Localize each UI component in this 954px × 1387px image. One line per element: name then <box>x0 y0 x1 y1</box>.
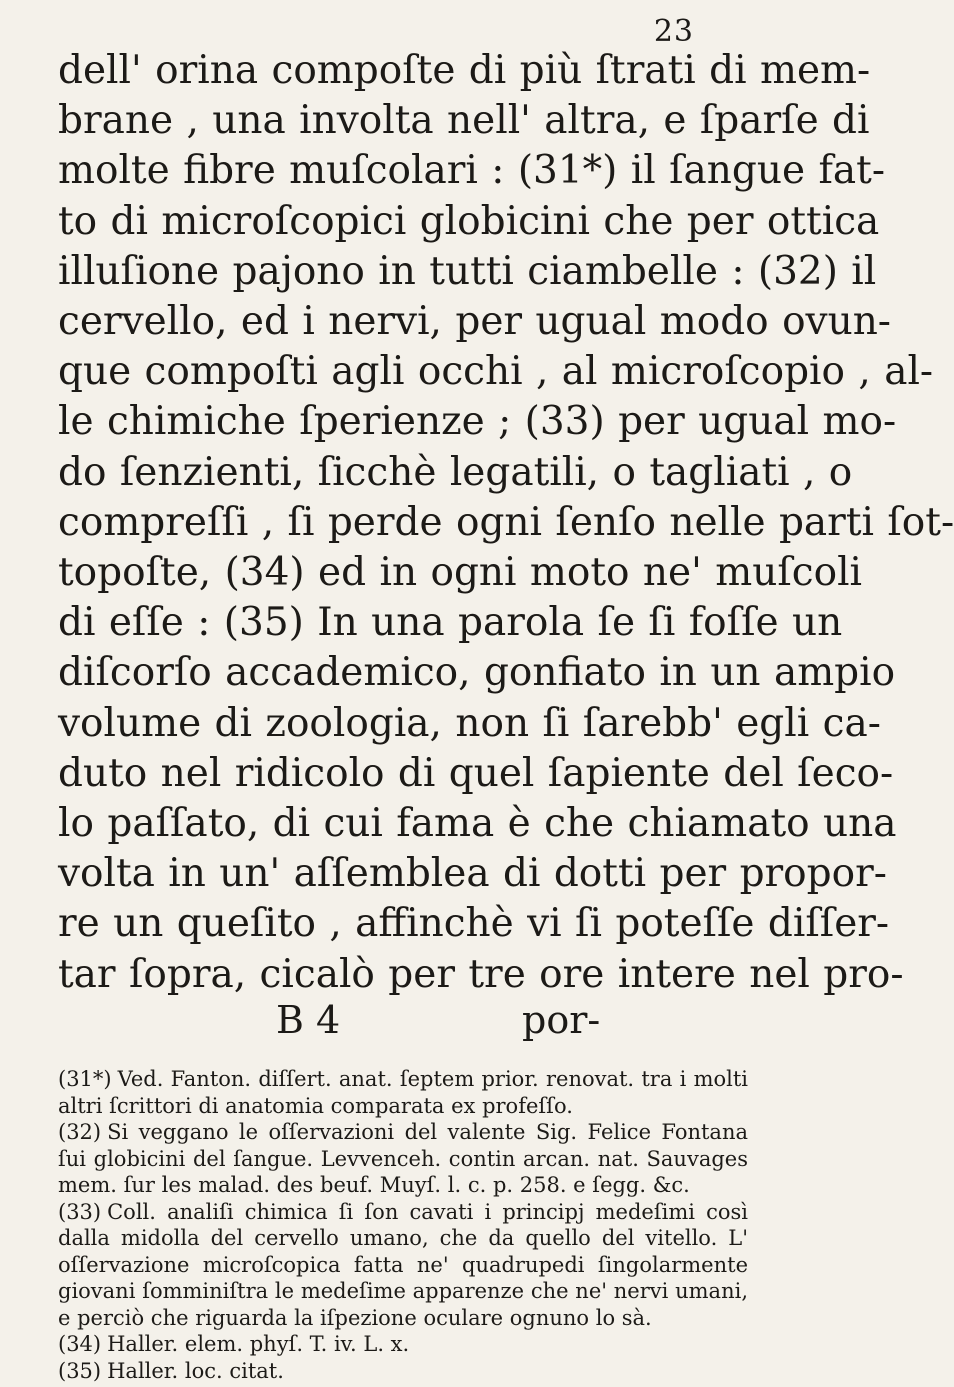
footnote-text: Si veggano le oſſervazioni del valente Sig. Felice Fontana ſui globicini del ſangue. Levvenceh. contin arcan. nat. Sauvages mem. ſur les malad. des beuf. Muyſ. l. c. p. 258. e ſegg. &c. <box>58 1120 748 1197</box>
text-line: re un queſito , affinchè vi ſi poteſſe diſſer- <box>58 901 890 947</box>
catchword: por- <box>522 998 601 1042</box>
text-line: to di microſcopici globicini che per ottica <box>58 198 880 244</box>
footnote-text: Ved. Fanton. diſſert. anat. ſeptem prior. renovat. tra i molti altri ſcrittori di anatomia comparata ex profeſſo. <box>58 1067 748 1118</box>
text-line: compreſſi , ſi perde ogni ſenſo nelle parti ſot- <box>58 499 954 545</box>
footnote <box>58 1331 748 1358</box>
catch-line <box>0 998 800 1046</box>
footnote <box>58 1358 748 1385</box>
main-text <box>58 46 954 1000</box>
footnote <box>58 1199 748 1332</box>
footnote-label: (33) <box>58 1199 102 1224</box>
footnote <box>58 1119 748 1199</box>
signature-mark: B 4 <box>276 998 341 1042</box>
footnote-text: Haller. elem. phyſ. T. iv. L. x. <box>107 1332 410 1356</box>
text-line: diſcorſo accademico, gonfiato in un ampio <box>58 650 896 696</box>
footnote-label: (34) <box>58 1332 102 1356</box>
text-line: topoſte, (34) ed in ogni moto ne' muſcoli <box>58 550 863 596</box>
footnote-label: (32) <box>58 1120 102 1144</box>
text-line: lo paſſato, di cui fama è che chiamato una <box>58 801 897 847</box>
text-line: volume di zoologia, non ſi ſarebb' egli ca- <box>58 700 881 746</box>
text-line: di eſſe : (35) In una parola ſe ſi foſſe un <box>58 600 843 646</box>
text-line: tar ſopra, cicalò per tre ore intere nel pro- <box>58 951 904 997</box>
footnote-label: (35) <box>58 1358 102 1383</box>
text-line: illuſione pajono in tutti ciambelle : (32) il <box>58 248 877 294</box>
body-paragraph <box>58 46 954 1000</box>
text-line: brane , una involta nell' altra, e ſparſe di <box>58 98 870 144</box>
text-line: duto nel ridicolo di quel ſapiente del ſeco- <box>58 750 894 796</box>
footnote <box>58 1066 748 1119</box>
footnote-text: Haller. loc. citat. <box>107 1358 284 1383</box>
footnotes <box>58 1066 748 1384</box>
text-line: le chimiche ſperienze ; (33) per ugual mo- <box>58 399 897 445</box>
footnote-text: Coll. analiſi chimica ſi ſon cavati i principj medeſimi così dalla midolla del cervello umano, che da quello del vitello. L' oſſervazione microſcopica fatta ne' quadrupedi ſingolarmente giovani ſomminiſtra le medeſime apparenze che ne' nervi umani, e perciò che riguarda la iſpezione oculare ognuno lo sà. <box>58 1199 748 1330</box>
text-line: dell' orina compoſte di più ſtrati di mem- <box>58 48 871 93</box>
text-line: que compoſti agli occhi , al microſcopio , al- <box>58 349 934 395</box>
text-line: volta in un' aſſemblea di dotti per propor- <box>58 851 887 897</box>
text-line: cervello, ed i nervi, per ugual modo ovun- <box>58 299 891 345</box>
text-line: molte fibre muſcolari : (31*) il ſangue fat- <box>58 148 886 194</box>
page-number: 23 <box>653 14 694 49</box>
text-line: do ſenzienti, ſicchè legatili, o tagliati , o <box>58 449 853 495</box>
footnote-label: (31*) <box>58 1067 112 1091</box>
